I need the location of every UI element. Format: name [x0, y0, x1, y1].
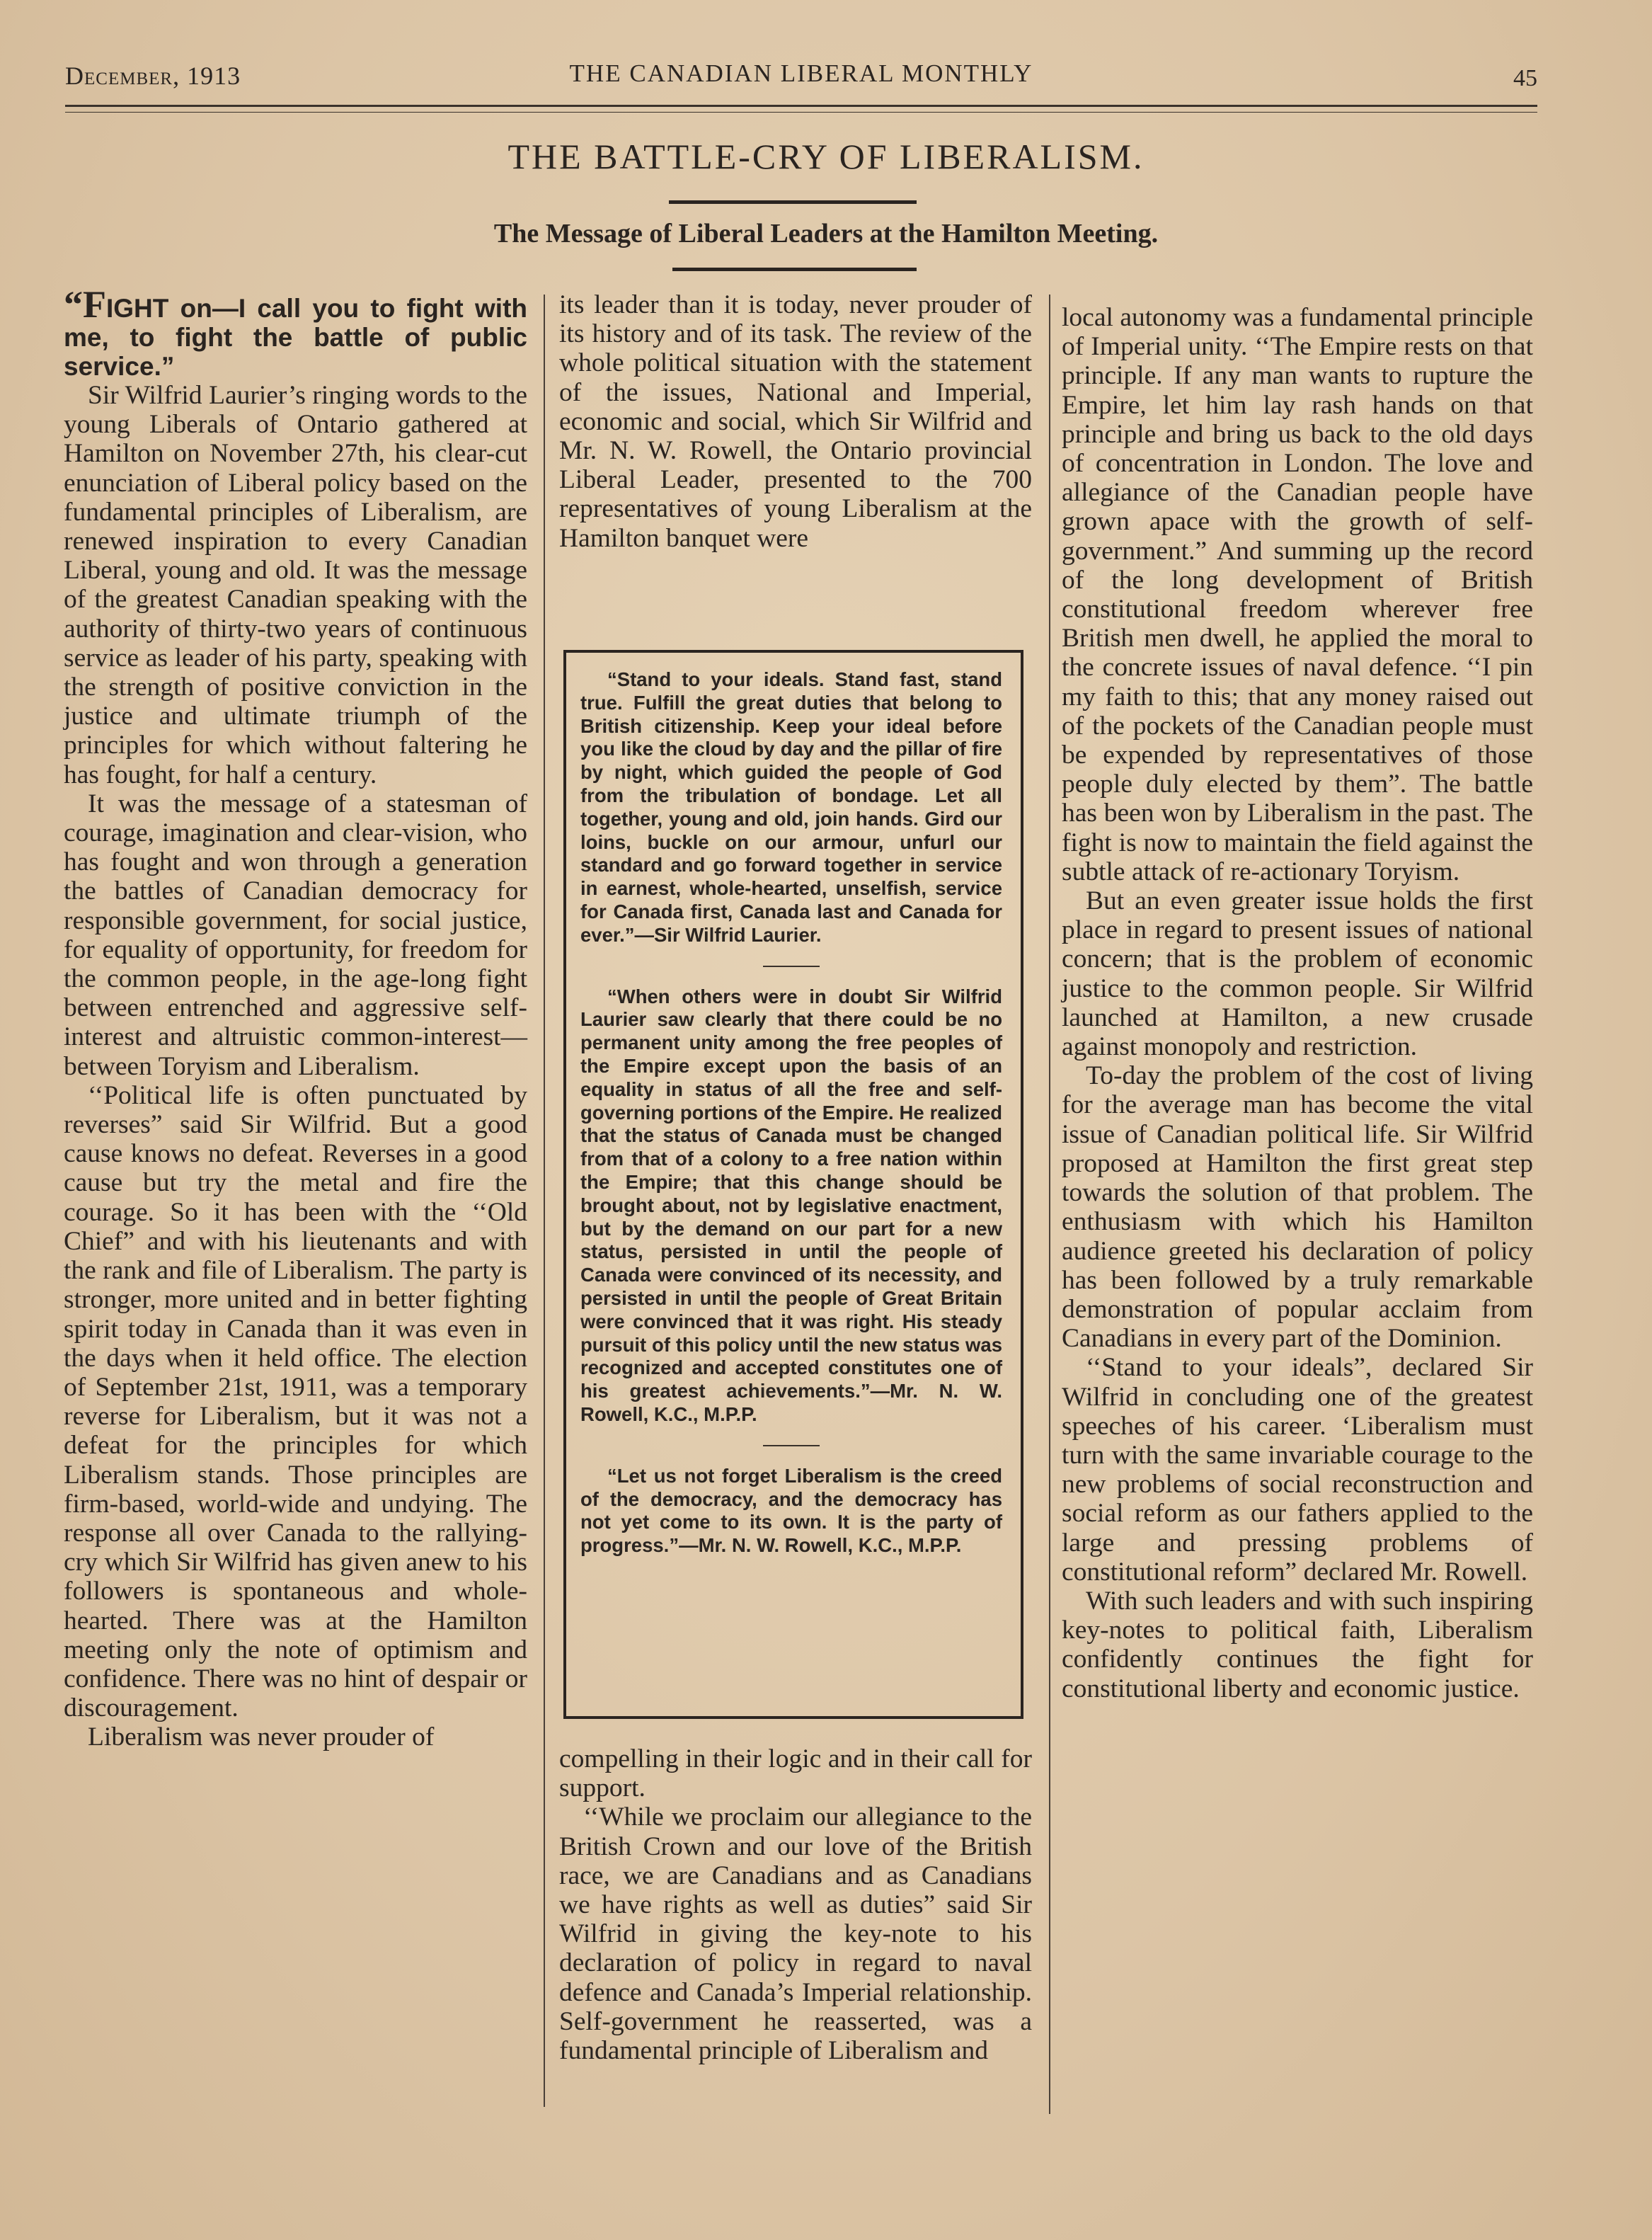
paragraph: It was the message of a statesman of courage, imagination and clear-vision, who has fought and won through a generation the battles of Canadian democracy for responsible government, for social justice, for equality of opportunity, for freedom for the common people, in the age-long fight between entrenched and aggressive self-interest and altruistic common-interest—between Toryism and Liberalism.: [64, 789, 527, 1081]
running-head: [65, 54, 1537, 96]
quote-laurier: “Stand to your ideals. Stand fast, stand true. Fulfill the great duties that belong to British citizenship. Keep your ideal before you like the cloud by day and the pillar of fire by night, which guided the people of God from the tribulation of bondage. Let all together, young and old, join hands. Gird our loins, buckle on our armour, unfurl our standard and go forward together in service in earnest, whole-hearted, unselfish, service for Canada first, Canada last and Canada for ever.”—Sir Wilfrid Laurier.: [580, 668, 1002, 946]
lead-text: IGHT on—I call you to fight with me, to fight the battle of public service.”: [64, 294, 527, 381]
column-two-bottom: [559, 1744, 1032, 2065]
paragraph: Liberalism was never prouder of: [88, 1722, 435, 1752]
title-divider: [669, 200, 917, 204]
paragraph: ‘‘Stand to your ideals”, declared Sir Wilfrid in concluding one of the greatest speeches of his career. ‘Liberalism must turn with the same invariable courage to the new problems of social reconstruction and social reform as our fathers applied to the large and pressing problems of constitutional reform” declared Mr. Rowell.: [1062, 1353, 1533, 1587]
paragraph: compelling in their logic and in their call for support.: [559, 1744, 1032, 1803]
paragraph: ‘‘Political life is often punctuated by reverses” said Sir Wilfrid. But a good cause knows no defeat. Reverses in a good cause but try the metal and fire the courage. So it has been with the ‘‘Old Chief” and with his lieutenants and with the rank and file of Liberalism. The party is stronger, more united and in better fighting spirit today in Canada than it was even in the days when it held office. The election of September 21st, 1911, was a temporary reverse for Liberalism, but it was not a defeat for the principles for which Liberalism stands. Those principles are firm-based, world-wide and undying. The response all over Canada to the rallying-cry which Sir Wilfrid has given anew to his followers is spontaneous and whole-hearted. There was at the Hamilton meeting only the note of optimism and confidence. There was no hint of despair or discouragement.: [64, 1080, 527, 1723]
paragraph: Sir Wilfrid Laurier’s ringing words to the young Liberals of Ontario gathered at Hamilton on November 27th, his clear-cut enunciation of Liberal policy based on the fundamental principles of Liberalism, are renewed inspiration to every Canadian Liberal, young and old. It was the message of the greatest Canadian speaking with the authority of thirty-two years of continuous service as leader of his party, speaking with the strength of positive conviction in the justice and ultimate triumph of the principles for which without faltering he has fought, for half a century.: [64, 381, 527, 789]
header-rule: [65, 105, 1537, 107]
article-subtitle: The Message of Liberal Leaders at the Hamilton Meeting.: [493, 219, 1159, 248]
column-one: [64, 283, 527, 1752]
quote-separator: [763, 966, 820, 967]
paragraph: its leader than it is today, never prouder of its history and of its task. The review of the whole political situation with the statement of the issues, National and Imperial, economic and social, which Sir Wilfrid and Mr. N. W. Rowell, the Ontario provincial Liberal Leader, presented to the 700 representatives of young Liberalism at the Hamilton banquet were: [559, 290, 1032, 553]
quote-rowell-2: “Let us not forget Liberalism is the creed of the democracy, and the democracy has not yet come to its own. It is the party of progress.”—Mr. N. W. Rowell, K.C., M.P.P.: [580, 1464, 1002, 1557]
article-title: THE BATTLE-CRY OF LIBERALISM.: [507, 137, 1145, 176]
lead-quote: [64, 283, 527, 381]
column-rule-right: [1049, 295, 1050, 2114]
page-number: 45: [1513, 65, 1537, 91]
paragraph: ‘‘While we proclaim our allegiance to the British Crown and our love of the British race, we are Canadians and as Canadians we have rights as well as duties” said Sir Wilfrid in giving the key-note to his declaration of policy in regard to naval defence and Canada’s Imperial relationship. Self-government he reasserted, was a fundamental principle of Liberalism and: [559, 1802, 1032, 2066]
paragraph: To-day the problem of the cost of living for the average man has become the vital issue of Canadian political life. Sir Wilfrid proposed at Hamilton the first great step towards the solution of that problem. The enthusiasm with which his Hamilton audience greeted his declaration of policy has been followed by a truly remarkable demonstration of popular acclaim from Canadians in every part of the Dominion.: [1062, 1061, 1533, 1354]
quote-box: [563, 650, 1023, 1719]
column-three: [1062, 303, 1533, 1703]
issue-date: December, 1913: [65, 62, 241, 90]
subtitle-divider: [672, 268, 917, 271]
quote-separator: [763, 1445, 820, 1446]
paragraph: But an even greater issue holds the first place in regard to present issues of national concern; that is the problem of economic justice to the common people. Sir Wilfrid launched at Hamilton, a new crusade against monopoly and restriction.: [1062, 886, 1533, 1062]
paragraph: local autonomy was a fundamental principle of Imperial unity. ‘‘The Empire rests on that principle. If any man wants to rupture the Empire, let him lay rash hands on that principle and bring us back to the old days of concentration in London. The love and allegiance of the Canadian people have grown apace with the growth of self-government.” And summing up the record of the long development of British constitutional freedom wherever free British men dwell, he applied the moral to the concrete issues of naval defence. ‘‘I pin my faith to this; that any money raised out of the pockets of the Canadian people must be expended by representatives of those people duly elected by them”. The battle has been won by Liberalism in the past. The fight is now to maintain the field against the subtle attack of re-actionary Toryism.: [1062, 303, 1533, 886]
paragraph: With such leaders and with such inspiring key-notes to political faith, Liberalism confidently continues the fight for constitutional liberty and economic justice.: [1062, 1586, 1533, 1703]
header-rule-thin: [65, 112, 1537, 113]
publication-name: THE CANADIAN LIBERAL MONTHLY: [569, 59, 1033, 87]
drop-cap: “F: [64, 283, 106, 326]
quote-rowell-1: “When others were in doubt Sir Wilfrid Laurier saw clearly that there could be no permanent unity among the free peoples of the Empire except upon the basis of an equality in status of all the free and self-governing portions of the Empire. He realized that the status of Canada must be changed from that of a colony to a free nation within the Empire; that this change should be brought about, not by legislative enactment, but by the demand on our part for a new status, persisted in until the people of Canada were convinced of its necessity, and persisted in until the people of Great Britain were convinced that it was right. His steady pursuit of this policy until the new status was recognized and accepted constitutes one of his greatest achievements.”—Mr. N. W. Rowell, K.C., M.P.P.: [580, 985, 1002, 1425]
column-two-top: [559, 290, 1032, 553]
column-rule-left: [544, 295, 545, 2107]
